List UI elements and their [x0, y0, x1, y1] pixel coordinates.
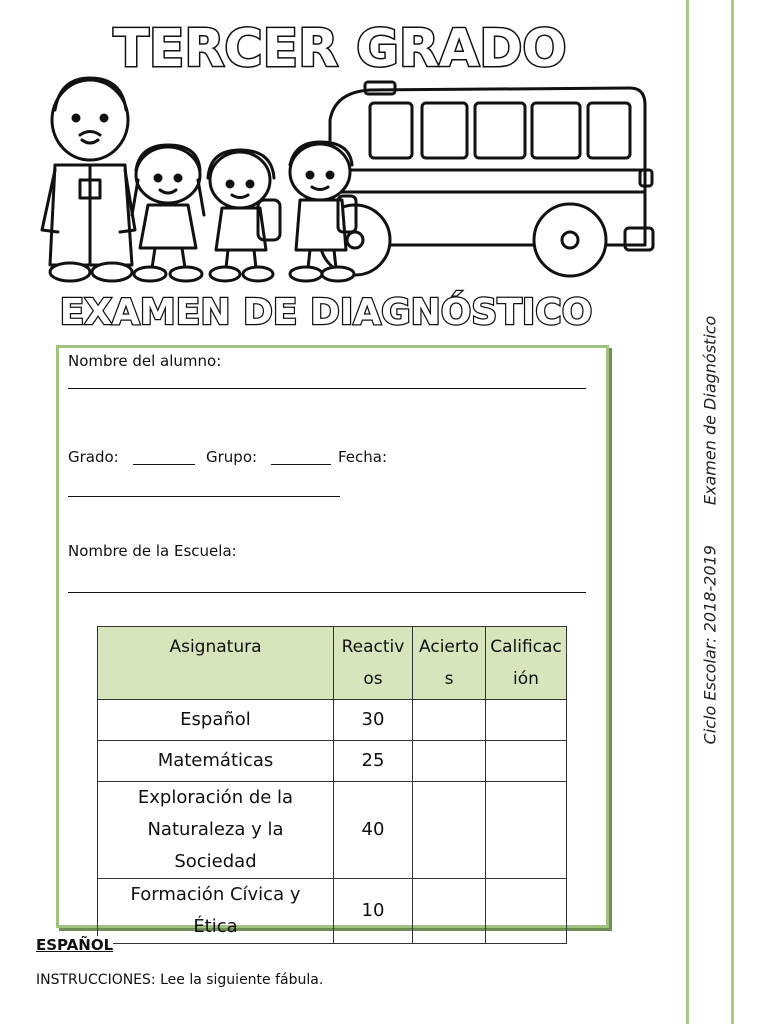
date-line[interactable] [68, 480, 340, 497]
items-cell: 40 [334, 782, 413, 879]
items-cell: 25 [334, 741, 413, 782]
items-cell: 30 [334, 700, 413, 741]
correct-cell[interactable] [413, 782, 486, 879]
grade-cell[interactable] [486, 879, 567, 944]
group-line[interactable] [271, 450, 331, 465]
table-row [98, 700, 567, 741]
instructions-text: INSTRUCCIONES: Lee la siguiente fábula. [36, 972, 324, 988]
correct-cell[interactable] [413, 700, 486, 741]
school-cycle-text: Ciclo Escolar: 2018-2019 [700, 545, 720, 745]
school-name-label: Nombre de la Escuela: [68, 542, 237, 560]
school-name-line[interactable] [68, 574, 586, 593]
school-illustration [0, 0, 680, 340]
correct-cell[interactable] [413, 879, 486, 944]
page-title: TERCER GRADO [113, 19, 567, 79]
subject-cell: Español [98, 700, 334, 741]
header-items: Reactivos [334, 627, 413, 700]
date-label: Fecha: [338, 448, 388, 466]
side-caption [701, 316, 720, 745]
page-subtitle: EXAMEN DE DIAGNÓSTICO [59, 292, 593, 333]
subject-cell: Matemáticas [98, 741, 334, 782]
header-subject: Asignatura [98, 627, 334, 700]
group-label: Grupo: [206, 448, 258, 466]
grade-line[interactable] [133, 450, 195, 465]
grade-cell[interactable] [486, 741, 567, 782]
table-row [98, 741, 567, 782]
header-grade: Calificación [486, 627, 567, 700]
school-bus-icon [320, 82, 653, 276]
grades-table [97, 626, 567, 944]
grade-label: Grado: [68, 448, 119, 466]
table-header-row [98, 627, 567, 700]
exam-name-text: Examen de Diagnóstico [700, 315, 720, 506]
subject-cell: Exploración de la Naturaleza y la Sociedad [98, 782, 334, 879]
grade-cell[interactable] [486, 782, 567, 879]
header-correct: Aciertos [413, 627, 486, 700]
student-girl-icon [132, 145, 204, 281]
table-row [98, 879, 567, 944]
student-name-label: Nombre del alumno: [68, 352, 222, 370]
subject-cell: Formación Cívica y Ética [98, 879, 334, 944]
items-cell: 10 [334, 879, 413, 944]
student-girl-icon [208, 150, 280, 281]
grade-cell[interactable] [486, 700, 567, 741]
table-row [98, 782, 567, 879]
section-heading: ESPAÑOL [36, 936, 114, 954]
correct-cell[interactable] [413, 741, 486, 782]
student-name-line[interactable] [68, 388, 586, 389]
teacher-icon [42, 78, 135, 281]
